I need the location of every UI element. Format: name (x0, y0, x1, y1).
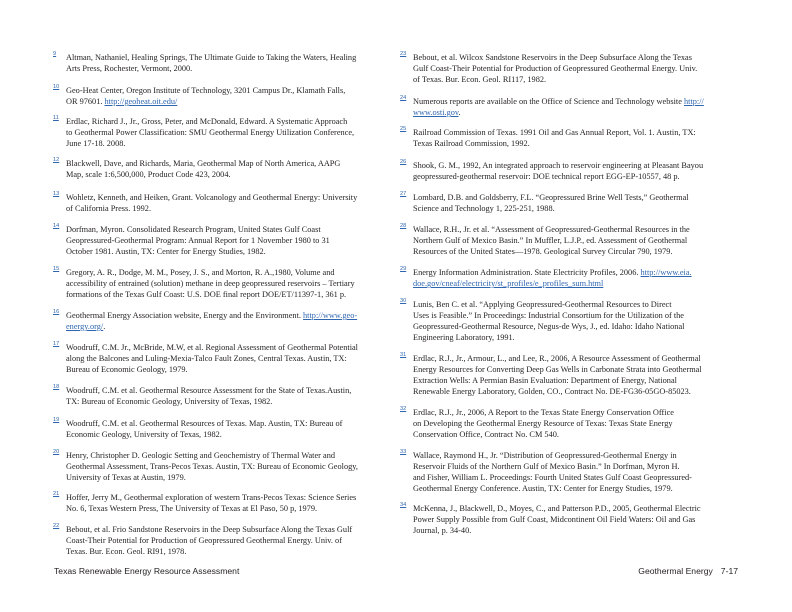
reference-entry (400, 267, 730, 289)
reference-entry (53, 192, 396, 214)
reference-link[interactable]: http://geoheat.oit.edu/ (104, 97, 178, 107)
endnote-number[interactable]: 32 (400, 406, 407, 412)
footer-document-title: Texas Renewable Energy Resource Assessment (54, 566, 240, 576)
reference-entry (400, 353, 730, 397)
reference-text: Lunis, Ben C. et al. “Applying Geopressured-Geothermal Resources to Direct Uses is Feasible.” In Proceedings: Industrial Consortium for the Utilization of the Geopressured-Geothermal Resource, Negus-de Wys, J., ed. Idaho: Idaho National Engineering Laboratory, 1991. (413, 300, 685, 343)
reference-text: Bebout, et al. Wilcox Sandstone Reservoirs in the Deep Subsurface Along the Texas Gulf Coast-Their Potential for Production of Geopressured Geothermal Energy. Univ. of Texas. Bur. Econ. Geol. RI117, 1982. (413, 53, 698, 85)
reference-entry (53, 492, 396, 514)
reference-entry (400, 52, 730, 85)
endnote-number[interactable]: 14 (53, 223, 60, 229)
reference-text: Geo-Heat Center, Oregon Institute of Technology, 3201 Campus Dr., Klamath Falls, OR 97601. (66, 86, 346, 107)
reference-entry (400, 224, 730, 257)
reference-entry (400, 160, 730, 182)
footer-section-page (638, 566, 738, 576)
reference-text: Bebout, et al. Frio Sandstone Reservoirs in the Deep Subsurface Along the Texas Gulf Coast-Their Potential for Production of Geopressured Geothermal Energy. Univ. of Texas. Bur. Econ. Geol. RI91, 1978. (66, 525, 353, 557)
reference-link[interactable]: http://www.geo- energy.org/ (66, 311, 358, 332)
reference-entry (53, 450, 396, 483)
endnote-number[interactable]: 20 (53, 449, 60, 455)
endnote-number[interactable]: 9 (53, 51, 57, 57)
endnote-number[interactable]: 22 (53, 523, 60, 529)
reference-text: Wohletz, Kenneth, and Heiken, Grant. Volcanology and Geothermal Energy: University of California Press. 1992. (66, 193, 358, 214)
reference-text: Henry, Christopher D. Geologic Setting and Geochemistry of Thermal Water and Geothermal Assessment, Trans-Pecos Texas. Austin, TX: Bureau of Economic Geology, University of Texas at Austin, 1979. (66, 451, 358, 483)
endnote-number[interactable]: 29 (400, 266, 407, 272)
reference-text: Railroad Commission of Texas. 1991 Oil and Gas Annual Report, Vol. 1. Austin, TX: Texas Railroad Commission, 1992. (413, 128, 696, 149)
endnote-number[interactable]: 31 (400, 352, 407, 358)
reference-tail: . (103, 322, 106, 332)
reference-entry (53, 158, 396, 180)
reference-text: Erdlac, R.J., Jr., Armour, L., and Lee, R., 2006, A Resource Assessment of Geothermal Energy Resources for Converting Deep Gas Wells in Carbonate Strata into Geothermal Extraction Wells: A Permian Basin Evaluation: Department of Energy, National Renewable Energy Laboratory, Golden, CO., Contract No. DE-FG36-05GO-85023. (413, 354, 702, 397)
reference-entry (53, 116, 396, 149)
reference-text: Erdlac, Richard J., Jr., Gross, Peter, and McDonald, Edward. A Systematic Approach to Geothermal Power Classification: SMU Geothermal Energy Utilization Conference, June 17-18. 2008. (66, 117, 355, 149)
endnote-number[interactable]: 17 (53, 341, 60, 347)
endnote-number[interactable]: 23 (400, 51, 407, 57)
reference-entry (400, 127, 730, 149)
endnote-number[interactable]: 24 (400, 95, 407, 101)
reference-text: Wallace, R.H., Jr. et al. “Assessment of Geopressured-Geothermal Resources in the Northern Gulf of Mexico Basin.” In Muffler, L.J.P., ed. Assessment of Geothermal Resources of the United States—1978. Geological Survey Circular 790, 1979. (413, 225, 690, 257)
reference-text: Numerous reports are available on the Office of Science and Technology website (413, 97, 684, 106)
reference-entry (53, 52, 396, 74)
reference-link[interactable]: http://www.eia. doe.gov/cneaf/electricity/st_profiles/e_profiles_sum.html (413, 268, 692, 289)
endnote-number[interactable]: 12 (53, 157, 60, 163)
reference-text: Gregory, A. R., Dodge, M. M., Posey, J. S., and Morton, R. A.,1980, Volume and accessibility of entrained (solution) methane in deep geopressured reservoirs – Tertiary formations of the Texas Gulf Coast: U.S. DOE final report DOE/ET/11397-1, 361 p. (66, 268, 355, 300)
endnote-number[interactable]: 18 (53, 384, 60, 390)
endnote-number[interactable]: 25 (400, 126, 407, 132)
reference-text: Erdlac, R.J., Jr., 2006, A Report to the Texas State Energy Conservation Office on Developing the Geothermal Energy Resource of Texas: Texas State Energy Conservation Office, Contract No. CM 540. (413, 408, 674, 440)
reference-text: Lombard, D.B. and Goldsberry, F.L. “Geopressured Brine Well Tests,” Geothermal Science and Technology 1, 225-251, 1988. (413, 193, 689, 214)
endnote-number[interactable]: 11 (53, 115, 59, 121)
footer-section: Geothermal Energy (638, 566, 713, 576)
endnote-number[interactable]: 28 (400, 223, 407, 229)
reference-entry (400, 299, 730, 343)
endnote-number[interactable]: 30 (400, 298, 407, 304)
reference-entry (53, 418, 396, 440)
endnote-number[interactable]: 34 (400, 502, 407, 508)
endnote-number[interactable]: 16 (53, 309, 60, 315)
reference-entry (53, 267, 396, 300)
reference-text: Woodruff, C.M. et al. Geothermal Resources of Texas. Map. Austin, TX: Bureau of Economic Geology, University of Texas, 1982. (66, 419, 343, 440)
reference-entry (400, 503, 730, 536)
reference-entry (400, 450, 730, 494)
reference-text: Altman, Nathaniel, Healing Springs, The Ultimate Guide to Taking the Waters, Healing Arts Press, Rochester, Vermont, 2000. (66, 53, 357, 74)
reference-text: Wallace, Raymond H., Jr. “Distribution of Geopressured-Geothermal Energy in Reservoir Fluids of the Northern Gulf of Mexico Basin.” In Dorfman, Myron H. and Fisher, William L. Proceedings: Fourth United States Gulf Coast Geopressured- Geothermal Energy Conference. Austin, TX: Center for Energy Studies, 1979. (413, 451, 692, 494)
reference-entry (53, 342, 396, 375)
reference-tail: . (458, 108, 461, 118)
reference-entry (53, 524, 396, 557)
endnote-number[interactable]: 10 (53, 84, 60, 90)
reference-entry (400, 96, 730, 118)
reference-entry (53, 85, 396, 107)
reference-text: McKenna, J., Blackwell, D., Moyes, C., and Patterson P.D., 2005, Geothermal Electric Power Supply Possible from Gulf Coast, Midcontinent Oil Field Waters: Oil and Gas Journal, p. 34-40. (413, 504, 701, 536)
reference-entry (53, 310, 396, 332)
footer-page-number: 7-17 (720, 566, 738, 576)
endnote-number[interactable]: 15 (53, 266, 60, 272)
reference-text: Hoffer, Jerry M., Geothermal exploration of western Trans-Pecos Texas: Science Series No. 6, Texas Western Press, The University of Texas at El Paso, 50 p, 1979. (66, 493, 357, 514)
reference-entry (400, 407, 730, 440)
reference-entry (53, 224, 396, 257)
endnote-number[interactable]: 27 (400, 191, 407, 197)
reference-text: Shook, G. M., 1992, An integrated approach to reservoir engineering at Pleasant Bayou geopressured-geothermal reservoir: DOE technical report EGG-EP-10557, 48 p. (413, 161, 704, 182)
reference-text: Energy Information Administration. State Electricity Profiles, 2006. (413, 268, 641, 277)
reference-text: Blackwell, Dave, and Richards, Maria, Geothermal Map of North America, AAPG Map, scale 1:6,500,000, Product Code 423, 2004. (66, 159, 341, 180)
endnote-number[interactable]: 13 (53, 191, 60, 197)
reference-text: Dorfman, Myron. Consolidated Research Program, United States Gulf Coast Geopressured-Geothermal Program: Annual Report for 1 November 1980 to 31 October 1981. Austin, TX: Center for Energy Studies, 1982. (66, 225, 330, 257)
reference-text: Woodruff, C.M. Jr., McBride, M.W, et al. Regional Assessment of Geothermal Potential along the Balcones and Luling-Mexia-Talco Fault Zones, Central Texas. Austin, TX: Bureau of Economic Geology, 1979. (66, 343, 358, 375)
endnote-number[interactable]: 33 (400, 449, 407, 455)
reference-text: Woodruff, C.M. et al. Geothermal Resource Assessment for the State of Texas.Austin, TX: Bureau of Economic Geology, University of Texas, 1982. (66, 386, 352, 407)
endnote-number[interactable]: 21 (53, 491, 60, 497)
reference-entry (53, 385, 396, 407)
reference-text: Geothermal Energy Association website, Energy and the Environment. (66, 311, 304, 320)
endnote-number[interactable]: 19 (53, 417, 60, 423)
reference-entry (400, 192, 730, 214)
endnote-number[interactable]: 26 (400, 159, 407, 165)
reference-link[interactable]: http:// www.osti.gov (413, 97, 704, 118)
